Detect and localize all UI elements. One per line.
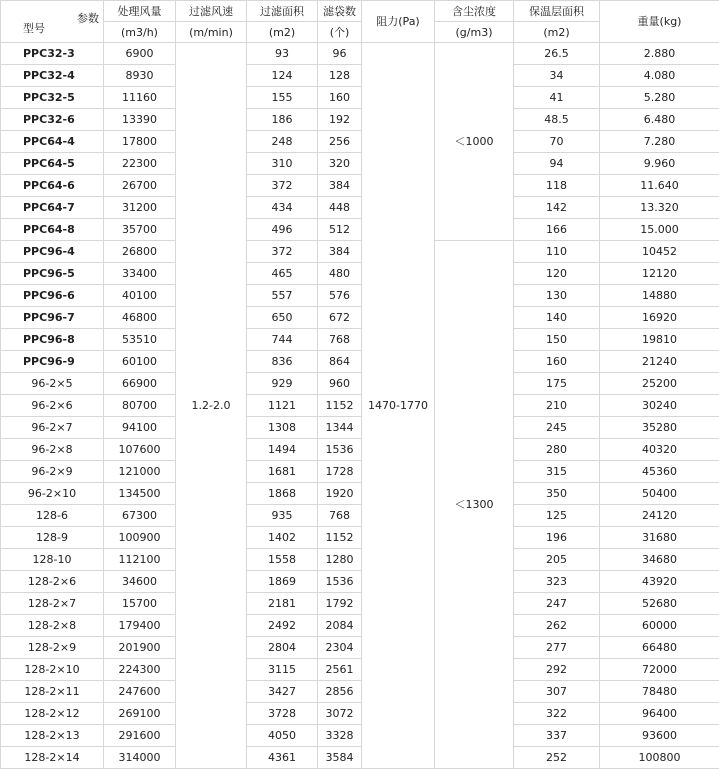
airflow-cell: 31200 bbox=[104, 197, 176, 219]
bags-cell: 2304 bbox=[318, 637, 362, 659]
model-cell: PPC96-5 bbox=[1, 263, 104, 285]
area-cell: 155 bbox=[247, 87, 318, 109]
bags-cell: 384 bbox=[318, 241, 362, 263]
area-cell: 1121 bbox=[247, 395, 318, 417]
area-cell: 372 bbox=[247, 241, 318, 263]
airflow-cell: 201900 bbox=[104, 637, 176, 659]
airflow-cell: 26800 bbox=[104, 241, 176, 263]
insulation-cell: 280 bbox=[514, 439, 600, 461]
bags-cell: 3584 bbox=[318, 747, 362, 769]
model-cell: PPC64-8 bbox=[1, 219, 104, 241]
bags-cell: 2084 bbox=[318, 615, 362, 637]
weight-cell: 7.280 bbox=[600, 131, 719, 153]
model-cell: PPC64-6 bbox=[1, 175, 104, 197]
insulation-cell: 292 bbox=[514, 659, 600, 681]
table-row bbox=[1, 681, 719, 703]
bags-cell: 384 bbox=[318, 175, 362, 197]
table-row bbox=[1, 571, 719, 593]
airflow-cell: 80700 bbox=[104, 395, 176, 417]
model-cell: 128-2×11 bbox=[1, 681, 104, 703]
model-cell: 96-2×5 bbox=[1, 373, 104, 395]
weight-cell: 21240 bbox=[600, 351, 719, 373]
dust-high-cell: ＜1300 bbox=[435, 241, 514, 769]
model-cell: 128-2×13 bbox=[1, 725, 104, 747]
airflow-cell: 112100 bbox=[104, 549, 176, 571]
insulation-cell: 130 bbox=[514, 285, 600, 307]
weight-cell: 2.880 bbox=[600, 43, 719, 65]
weight-cell: 13.320 bbox=[600, 197, 719, 219]
table-row bbox=[1, 131, 719, 153]
insulation-cell: 142 bbox=[514, 197, 600, 219]
airflow-cell: 15700 bbox=[104, 593, 176, 615]
weight-cell: 45360 bbox=[600, 461, 719, 483]
airflow-cell: 17800 bbox=[104, 131, 176, 153]
weight-cell: 10452 bbox=[600, 241, 719, 263]
header-insulation: 保温层面积 bbox=[514, 1, 600, 22]
bags-cell: 768 bbox=[318, 329, 362, 351]
weight-cell: 12120 bbox=[600, 263, 719, 285]
area-cell: 465 bbox=[247, 263, 318, 285]
area-cell: 1868 bbox=[247, 483, 318, 505]
header-airflow-unit: (m3/h) bbox=[104, 22, 176, 43]
header-area: 过滤面积 bbox=[247, 1, 318, 22]
weight-cell: 50400 bbox=[600, 483, 719, 505]
table-row bbox=[1, 439, 719, 461]
model-cell: PPC32-6 bbox=[1, 109, 104, 131]
model-cell: 96-2×10 bbox=[1, 483, 104, 505]
model-cell: 96-2×6 bbox=[1, 395, 104, 417]
airflow-cell: 224300 bbox=[104, 659, 176, 681]
weight-cell: 9.960 bbox=[600, 153, 719, 175]
insulation-cell: 120 bbox=[514, 263, 600, 285]
area-cell: 1558 bbox=[247, 549, 318, 571]
model-cell: 96-2×9 bbox=[1, 461, 104, 483]
bags-cell: 96 bbox=[318, 43, 362, 65]
table-row bbox=[1, 373, 719, 395]
header-speed: 过滤风速 bbox=[176, 1, 247, 22]
table-row bbox=[1, 329, 719, 351]
table-row bbox=[1, 219, 719, 241]
header-resistance: 阻力(Pa) bbox=[362, 1, 435, 43]
bags-cell: 192 bbox=[318, 109, 362, 131]
airflow-cell: 13390 bbox=[104, 109, 176, 131]
insulation-cell: 196 bbox=[514, 527, 600, 549]
weight-cell: 93600 bbox=[600, 725, 719, 747]
area-cell: 3427 bbox=[247, 681, 318, 703]
model-cell: 128-9 bbox=[1, 527, 104, 549]
model-cell: PPC32-4 bbox=[1, 65, 104, 87]
header-speed-unit: (m/min) bbox=[176, 22, 247, 43]
insulation-cell: 150 bbox=[514, 329, 600, 351]
bags-cell: 1792 bbox=[318, 593, 362, 615]
area-cell: 650 bbox=[247, 307, 318, 329]
insulation-cell: 48.5 bbox=[514, 109, 600, 131]
table-row bbox=[1, 417, 719, 439]
area-cell: 929 bbox=[247, 373, 318, 395]
table-row bbox=[1, 527, 719, 549]
model-cell: PPC96-4 bbox=[1, 241, 104, 263]
airflow-cell: 269100 bbox=[104, 703, 176, 725]
insulation-cell: 322 bbox=[514, 703, 600, 725]
area-cell: 372 bbox=[247, 175, 318, 197]
airflow-cell: 291600 bbox=[104, 725, 176, 747]
model-cell: 128-6 bbox=[1, 505, 104, 527]
area-cell: 2181 bbox=[247, 593, 318, 615]
model-cell: PPC64-5 bbox=[1, 153, 104, 175]
insulation-cell: 205 bbox=[514, 549, 600, 571]
header-area-unit: (m2) bbox=[247, 22, 318, 43]
table-row bbox=[1, 153, 719, 175]
header-model-param-cell bbox=[1, 1, 104, 43]
insulation-cell: 307 bbox=[514, 681, 600, 703]
airflow-cell: 107600 bbox=[104, 439, 176, 461]
area-cell: 3115 bbox=[247, 659, 318, 681]
table-row bbox=[1, 615, 719, 637]
table-row bbox=[1, 395, 719, 417]
area-cell: 2492 bbox=[247, 615, 318, 637]
weight-cell: 100800 bbox=[600, 747, 719, 769]
table-row bbox=[1, 549, 719, 571]
insulation-cell: 277 bbox=[514, 637, 600, 659]
table-row bbox=[1, 109, 719, 131]
bags-cell: 3328 bbox=[318, 725, 362, 747]
bags-cell: 160 bbox=[318, 87, 362, 109]
model-cell: PPC96-9 bbox=[1, 351, 104, 373]
insulation-cell: 110 bbox=[514, 241, 600, 263]
table-row bbox=[1, 747, 719, 769]
airflow-cell: 134500 bbox=[104, 483, 176, 505]
model-cell: PPC96-8 bbox=[1, 329, 104, 351]
weight-cell: 35280 bbox=[600, 417, 719, 439]
airflow-cell: 11160 bbox=[104, 87, 176, 109]
table-row bbox=[1, 637, 719, 659]
airflow-cell: 60100 bbox=[104, 351, 176, 373]
model-cell: 128-2×14 bbox=[1, 747, 104, 769]
insulation-cell: 247 bbox=[514, 593, 600, 615]
insulation-cell: 252 bbox=[514, 747, 600, 769]
insulation-cell: 160 bbox=[514, 351, 600, 373]
table-row bbox=[1, 593, 719, 615]
insulation-cell: 94 bbox=[514, 153, 600, 175]
header-insulation-unit: (m2) bbox=[514, 22, 600, 43]
bags-cell: 1536 bbox=[318, 571, 362, 593]
bags-cell: 2561 bbox=[318, 659, 362, 681]
header-dust: 含尘浓度 bbox=[435, 1, 514, 22]
area-cell: 496 bbox=[247, 219, 318, 241]
weight-cell: 96400 bbox=[600, 703, 719, 725]
bags-cell: 1152 bbox=[318, 527, 362, 549]
bags-cell: 3072 bbox=[318, 703, 362, 725]
bags-cell: 864 bbox=[318, 351, 362, 373]
weight-cell: 24120 bbox=[600, 505, 719, 527]
weight-cell: 72000 bbox=[600, 659, 719, 681]
weight-cell: 11.640 bbox=[600, 175, 719, 197]
table-row bbox=[1, 43, 719, 65]
header-model-label: 型号 bbox=[23, 22, 45, 35]
table-row bbox=[1, 241, 719, 263]
bags-cell: 128 bbox=[318, 65, 362, 87]
insulation-cell: 41 bbox=[514, 87, 600, 109]
area-cell: 4050 bbox=[247, 725, 318, 747]
insulation-cell: 337 bbox=[514, 725, 600, 747]
table-row bbox=[1, 351, 719, 373]
weight-cell: 30240 bbox=[600, 395, 719, 417]
table-row bbox=[1, 505, 719, 527]
model-cell: PPC32-5 bbox=[1, 87, 104, 109]
insulation-cell: 350 bbox=[514, 483, 600, 505]
weight-cell: 15.000 bbox=[600, 219, 719, 241]
airflow-cell: 67300 bbox=[104, 505, 176, 527]
insulation-cell: 118 bbox=[514, 175, 600, 197]
airflow-cell: 34600 bbox=[104, 571, 176, 593]
weight-cell: 25200 bbox=[600, 373, 719, 395]
airflow-cell: 247600 bbox=[104, 681, 176, 703]
insulation-cell: 315 bbox=[514, 461, 600, 483]
model-cell: 128-2×8 bbox=[1, 615, 104, 637]
model-cell: 128-2×12 bbox=[1, 703, 104, 725]
airflow-cell: 94100 bbox=[104, 417, 176, 439]
bags-cell: 448 bbox=[318, 197, 362, 219]
weight-cell: 34680 bbox=[600, 549, 719, 571]
table-row bbox=[1, 87, 719, 109]
model-cell: PPC64-7 bbox=[1, 197, 104, 219]
area-cell: 1402 bbox=[247, 527, 318, 549]
airflow-cell: 121000 bbox=[104, 461, 176, 483]
header-weight: 重量(kg) bbox=[600, 1, 719, 43]
header-dust-unit: (g/m3) bbox=[435, 22, 514, 43]
weight-cell: 5.280 bbox=[600, 87, 719, 109]
header-row-1 bbox=[1, 1, 719, 22]
model-cell: 96-2×8 bbox=[1, 439, 104, 461]
bags-cell: 960 bbox=[318, 373, 362, 395]
bags-cell: 1152 bbox=[318, 395, 362, 417]
bags-cell: 480 bbox=[318, 263, 362, 285]
bags-cell: 320 bbox=[318, 153, 362, 175]
area-cell: 248 bbox=[247, 131, 318, 153]
area-cell: 744 bbox=[247, 329, 318, 351]
table-row bbox=[1, 285, 719, 307]
area-cell: 310 bbox=[247, 153, 318, 175]
model-cell: PPC32-3 bbox=[1, 43, 104, 65]
weight-cell: 60000 bbox=[600, 615, 719, 637]
area-cell: 3728 bbox=[247, 703, 318, 725]
insulation-cell: 34 bbox=[514, 65, 600, 87]
table-row bbox=[1, 461, 719, 483]
model-cell: 128-2×7 bbox=[1, 593, 104, 615]
weight-cell: 4.080 bbox=[600, 65, 719, 87]
table-row bbox=[1, 197, 719, 219]
area-cell: 4361 bbox=[247, 747, 318, 769]
airflow-cell: 53510 bbox=[104, 329, 176, 351]
area-cell: 1869 bbox=[247, 571, 318, 593]
table-row bbox=[1, 483, 719, 505]
insulation-cell: 262 bbox=[514, 615, 600, 637]
table-row bbox=[1, 725, 719, 747]
weight-cell: 6.480 bbox=[600, 109, 719, 131]
area-cell: 557 bbox=[247, 285, 318, 307]
airflow-cell: 35700 bbox=[104, 219, 176, 241]
airflow-cell: 179400 bbox=[104, 615, 176, 637]
weight-cell: 40320 bbox=[600, 439, 719, 461]
bags-cell: 672 bbox=[318, 307, 362, 329]
header-bags: 滤袋数 bbox=[318, 1, 362, 22]
weight-cell: 19810 bbox=[600, 329, 719, 351]
speed-cell: 1.2-2.0 bbox=[176, 43, 247, 769]
bags-cell: 1536 bbox=[318, 439, 362, 461]
model-cell: PPC96-6 bbox=[1, 285, 104, 307]
area-cell: 935 bbox=[247, 505, 318, 527]
insulation-cell: 166 bbox=[514, 219, 600, 241]
insulation-cell: 210 bbox=[514, 395, 600, 417]
model-cell: 128-2×10 bbox=[1, 659, 104, 681]
airflow-cell: 314000 bbox=[104, 747, 176, 769]
model-cell: 128-2×6 bbox=[1, 571, 104, 593]
bags-cell: 1280 bbox=[318, 549, 362, 571]
table-row bbox=[1, 175, 719, 197]
area-cell: 1681 bbox=[247, 461, 318, 483]
header-bags-unit: (个) bbox=[318, 22, 362, 43]
area-cell: 1308 bbox=[247, 417, 318, 439]
header-param-label: 参数 bbox=[77, 12, 99, 25]
airflow-cell: 26700 bbox=[104, 175, 176, 197]
model-cell: 96-2×7 bbox=[1, 417, 104, 439]
airflow-cell: 40100 bbox=[104, 285, 176, 307]
table-row bbox=[1, 65, 719, 87]
area-cell: 93 bbox=[247, 43, 318, 65]
area-cell: 434 bbox=[247, 197, 318, 219]
insulation-cell: 175 bbox=[514, 373, 600, 395]
weight-cell: 43920 bbox=[600, 571, 719, 593]
bags-cell: 768 bbox=[318, 505, 362, 527]
airflow-cell: 6900 bbox=[104, 43, 176, 65]
table-row bbox=[1, 659, 719, 681]
bags-cell: 2856 bbox=[318, 681, 362, 703]
weight-cell: 16920 bbox=[600, 307, 719, 329]
weight-cell: 52680 bbox=[600, 593, 719, 615]
model-cell: 128-2×9 bbox=[1, 637, 104, 659]
airflow-cell: 33400 bbox=[104, 263, 176, 285]
table-row bbox=[1, 263, 719, 285]
bags-cell: 576 bbox=[318, 285, 362, 307]
weight-cell: 66480 bbox=[600, 637, 719, 659]
insulation-cell: 125 bbox=[514, 505, 600, 527]
model-cell: 128-10 bbox=[1, 549, 104, 571]
insulation-cell: 323 bbox=[514, 571, 600, 593]
table-row bbox=[1, 703, 719, 725]
bags-cell: 256 bbox=[318, 131, 362, 153]
bags-cell: 512 bbox=[318, 219, 362, 241]
airflow-cell: 22300 bbox=[104, 153, 176, 175]
model-cell: PPC96-7 bbox=[1, 307, 104, 329]
insulation-cell: 140 bbox=[514, 307, 600, 329]
bags-cell: 1920 bbox=[318, 483, 362, 505]
weight-cell: 14880 bbox=[600, 285, 719, 307]
area-cell: 124 bbox=[247, 65, 318, 87]
insulation-cell: 245 bbox=[514, 417, 600, 439]
resistance-cell: 1470-1770 bbox=[362, 43, 435, 769]
dust-low-cell: ＜1000 bbox=[435, 43, 514, 241]
insulation-cell: 70 bbox=[514, 131, 600, 153]
header-airflow: 处理风量 bbox=[104, 1, 176, 22]
table-row bbox=[1, 307, 719, 329]
airflow-cell: 8930 bbox=[104, 65, 176, 87]
airflow-cell: 100900 bbox=[104, 527, 176, 549]
area-cell: 186 bbox=[247, 109, 318, 131]
area-cell: 2804 bbox=[247, 637, 318, 659]
model-cell: PPC64-4 bbox=[1, 131, 104, 153]
bags-cell: 1728 bbox=[318, 461, 362, 483]
insulation-cell: 26.5 bbox=[514, 43, 600, 65]
weight-cell: 31680 bbox=[600, 527, 719, 549]
airflow-cell: 46800 bbox=[104, 307, 176, 329]
area-cell: 836 bbox=[247, 351, 318, 373]
area-cell: 1494 bbox=[247, 439, 318, 461]
weight-cell: 78480 bbox=[600, 681, 719, 703]
airflow-cell: 66900 bbox=[104, 373, 176, 395]
bags-cell: 1344 bbox=[318, 417, 362, 439]
